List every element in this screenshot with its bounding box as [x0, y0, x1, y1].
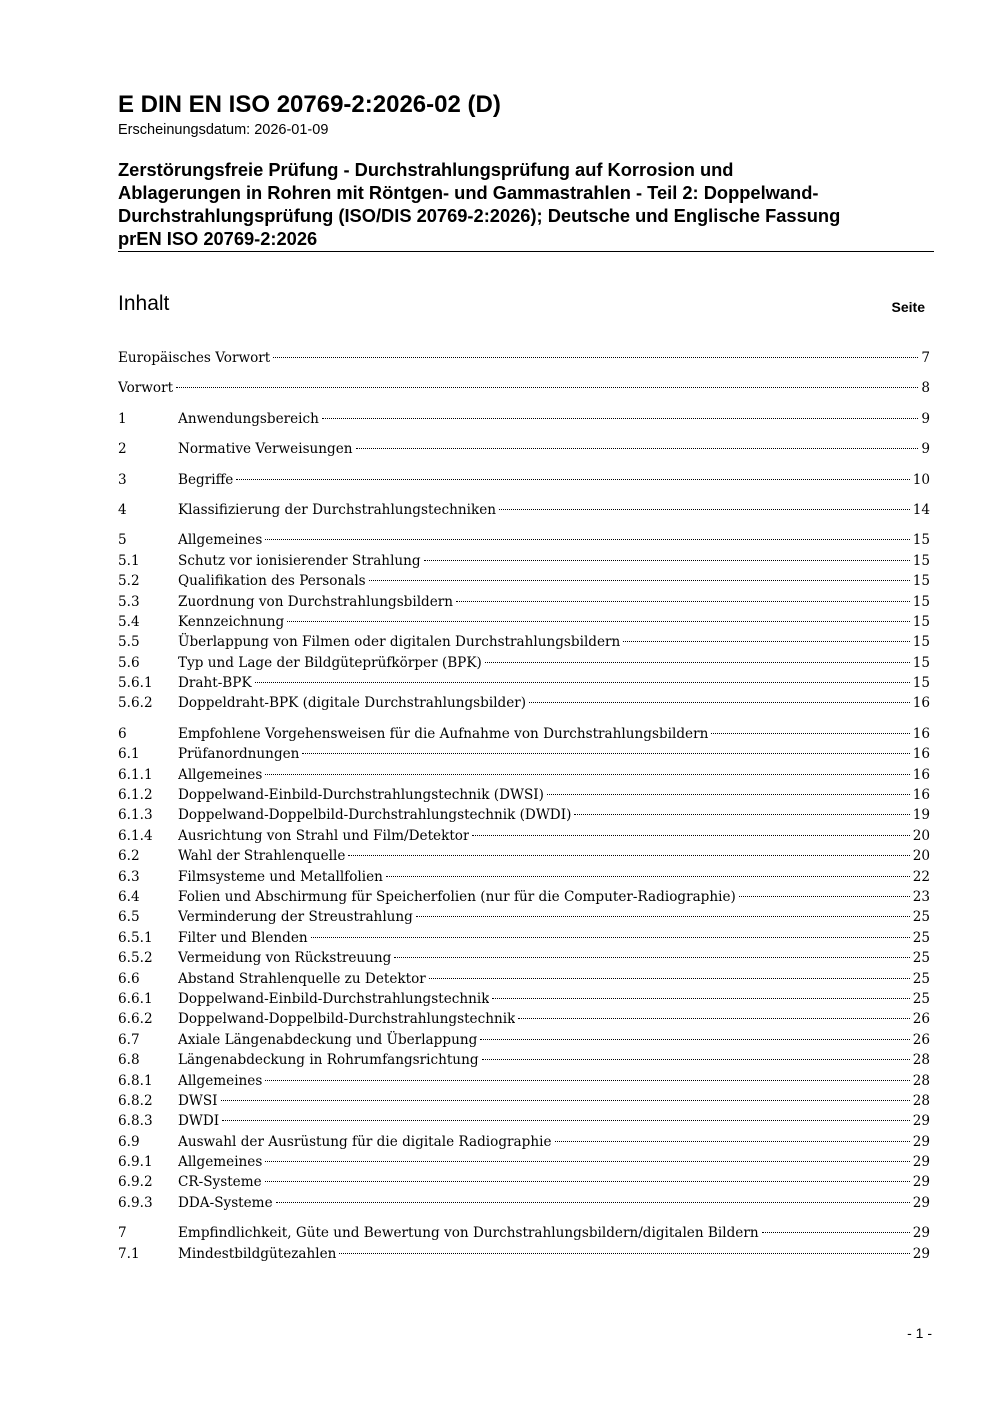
toc-entry-title: Verminderung der Streustrahlung	[178, 909, 413, 926]
toc-entry[interactable]	[118, 744, 930, 764]
toc-entry[interactable]	[118, 907, 930, 927]
toc-dot-leader	[456, 601, 910, 602]
toc-entry-title: DDA-Systeme	[178, 1194, 273, 1211]
toc-entry-number: 6.5	[118, 909, 140, 926]
toc-entry-page: 26	[912, 1031, 930, 1048]
toc-entry-title: Schutz vor ionisierender Strahlung	[178, 552, 421, 569]
toc-entry-title: Ausrichtung von Strahl und Film/Detektor	[178, 827, 470, 844]
toc-entry-page: 29	[912, 1113, 930, 1130]
toc-entry-number: 6.8.1	[118, 1072, 153, 1089]
toc-dot-leader	[339, 1253, 909, 1254]
toc-entry-page: 9	[921, 441, 930, 458]
toc-entry-number: 6.4	[118, 888, 140, 905]
toc-entry-title: Axiale Längenabdeckung und Überlappung	[178, 1031, 478, 1048]
toc-entry-number: 3	[118, 471, 127, 488]
toc-entry-page: 16	[912, 695, 930, 712]
toc-dot-leader	[711, 733, 909, 734]
toc-entry-number: 6.9.2	[118, 1174, 153, 1191]
toc-dot-leader	[302, 753, 909, 754]
toc-entry-page: 20	[912, 848, 930, 865]
toc-entry[interactable]	[118, 500, 930, 520]
toc-entry[interactable]	[118, 805, 930, 825]
toc-entry-page: 29	[912, 1133, 930, 1150]
toc-entry-page: 29	[912, 1225, 930, 1242]
toc-entry-number: 6.2	[118, 848, 140, 865]
toc-entry-page: 20	[912, 827, 930, 844]
toc-dot-leader	[480, 1039, 909, 1040]
toc-heading: Inhalt	[118, 292, 170, 315]
toc-entry-title: Abstand Strahlenquelle zu Detektor	[178, 970, 426, 987]
toc-dot-leader	[482, 1059, 910, 1060]
toc-entry-title: Doppeldraht-BPK (digitale Durchstrahlungsbilder)	[178, 695, 527, 712]
toc-entry[interactable]	[118, 1172, 930, 1192]
toc-entry[interactable]	[118, 632, 930, 652]
toc-entry-number: 6.6	[118, 970, 140, 987]
toc-entry-number: 6.8.2	[118, 1092, 153, 1109]
toc-entry-title: DWSI	[178, 1092, 218, 1109]
toc-entry-page: 29	[912, 1194, 930, 1211]
toc-entry-title: Allgemeines	[178, 1072, 263, 1089]
toc-entry-title: Vorwort	[118, 380, 174, 397]
toc-entry-number: 6.9.1	[118, 1154, 153, 1171]
toc-dot-leader	[265, 1181, 910, 1182]
toc-entry[interactable]	[118, 1050, 930, 1070]
toc-dot-leader	[492, 998, 909, 999]
toc-entry-page: 29	[912, 1154, 930, 1171]
toc-dot-leader	[547, 794, 910, 795]
toc-dot-leader	[221, 1100, 910, 1101]
toc-entry-page: 10	[912, 471, 930, 488]
toc-dot-leader	[529, 702, 910, 703]
toc-entry-number: 6.6.2	[118, 1011, 153, 1028]
toc-dot-leader	[348, 855, 909, 856]
toc-entry-title: Allgemeines	[178, 532, 263, 549]
toc-entry[interactable]	[118, 1193, 930, 1213]
toc-dot-leader	[416, 916, 910, 917]
toc-entry[interactable]	[118, 1009, 930, 1029]
toc-entry-number: 6.1.1	[118, 766, 153, 783]
table-of-contents	[118, 348, 930, 1264]
toc-entry-page: 14	[912, 501, 930, 518]
toc-dot-leader	[429, 978, 910, 979]
toc-dot-leader	[485, 662, 910, 663]
toc-entry-number: 5.6.1	[118, 675, 153, 692]
toc-entry-number: 6.5.1	[118, 929, 153, 946]
toc-dot-leader	[265, 774, 909, 775]
toc-entry-page: 28	[912, 1092, 930, 1109]
toc-entry-number: 5.6.2	[118, 695, 153, 712]
toc-entry-title: Längenabdeckung in Rohrumfangsrichtung	[178, 1052, 479, 1069]
toc-entry-page: 8	[921, 380, 930, 397]
toc-entry-number: 6	[118, 725, 127, 742]
toc-entry[interactable]	[118, 551, 930, 571]
toc-entry-number: 2	[118, 441, 127, 458]
page-number: - 1 -	[907, 1325, 932, 1341]
toc-dot-leader	[236, 479, 909, 480]
toc-page-column-label: Seite	[891, 299, 925, 315]
toc-entry-number: 5.4	[118, 613, 140, 630]
toc-dot-leader	[762, 1232, 910, 1233]
toc-dot-leader	[369, 580, 910, 581]
toc-entry-page: 15	[912, 654, 930, 671]
toc-entry[interactable]	[118, 826, 930, 846]
toc-entry-page: 16	[912, 746, 930, 763]
toc-entry-title: Begriffe	[178, 471, 234, 488]
toc-dot-leader	[518, 1018, 909, 1019]
toc-entry-number: 6.9	[118, 1133, 140, 1150]
toc-entry[interactable]	[118, 928, 930, 948]
toc-entry-page: 26	[912, 1011, 930, 1028]
toc-entry-title: Qualifikation des Personals	[178, 573, 366, 590]
toc-dot-leader	[574, 814, 909, 815]
toc-entry-page: 16	[912, 725, 930, 742]
toc-entry[interactable]	[118, 1223, 930, 1243]
toc-dot-leader	[311, 937, 910, 938]
toc-entry-page: 25	[912, 950, 930, 967]
document-title-line: Durchstrahlungsprüfung (ISO/DIS 20769-2:2026); Deutsche und Englische Fassung	[118, 205, 841, 226]
toc-entry-title: Folien und Abschirmung für Speicherfolien (nur für die Computer-Radiographie)	[178, 888, 736, 905]
toc-entry[interactable]	[118, 785, 930, 805]
toc-entry[interactable]	[118, 948, 930, 968]
toc-entry-number: 1	[118, 410, 127, 427]
toc-entry[interactable]	[118, 612, 930, 632]
toc-entry-page: 19	[912, 807, 930, 824]
toc-entry-title: Typ und Lage der Bildgüteprüfkörper (BPK)	[178, 654, 482, 671]
toc-entry-page: 15	[912, 552, 930, 569]
toc-entry-number: 5.3	[118, 593, 140, 610]
toc-entry-page: 15	[912, 675, 930, 692]
toc-entry-page: 16	[912, 787, 930, 804]
toc-dot-leader	[276, 1202, 910, 1203]
toc-entry-title: Draht-BPK	[178, 675, 252, 692]
toc-entry[interactable]	[118, 592, 930, 612]
toc-entry-page: 9	[921, 410, 930, 427]
toc-entry[interactable]	[118, 1030, 930, 1050]
toc-entry-title: Allgemeines	[178, 1154, 263, 1171]
toc-entry[interactable]	[118, 693, 930, 713]
toc-entry-number: 6.1.3	[118, 807, 153, 824]
toc-entry-page: 29	[912, 1245, 930, 1262]
toc-entry-number: 6.9.3	[118, 1194, 153, 1211]
toc-dot-leader	[176, 387, 918, 388]
toc-entry-number: 5.1	[118, 552, 140, 569]
toc-entry-title: Mindestbildgütezahlen	[178, 1245, 337, 1262]
toc-dot-leader	[394, 957, 909, 958]
toc-dot-leader	[623, 641, 909, 642]
toc-entry[interactable]	[118, 439, 930, 459]
toc-dot-leader	[287, 621, 909, 622]
toc-entry-number: 4	[118, 501, 127, 518]
toc-entry[interactable]	[118, 846, 930, 866]
toc-dot-leader	[386, 876, 910, 877]
toc-entry-page: 15	[912, 573, 930, 590]
toc-entry-title: Prüfanordnungen	[178, 746, 300, 763]
toc-entry-title: Filter und Blenden	[178, 929, 308, 946]
toc-dot-leader	[222, 1120, 910, 1121]
toc-entry-number: 6.1.2	[118, 787, 153, 804]
toc-entry-number: 6.6.1	[118, 990, 153, 1007]
toc-dot-leader	[739, 896, 910, 897]
toc-entry-title: Zuordnung von Durchstrahlungsbildern	[178, 593, 454, 610]
toc-entry-page: 25	[912, 909, 930, 926]
toc-dot-leader	[255, 682, 910, 683]
toc-entry-page: 15	[912, 613, 930, 630]
document-id: E DIN EN ISO 20769-2:2026-02 (D)	[118, 91, 501, 118]
toc-entry-number: 6.1.4	[118, 827, 153, 844]
toc-entry-title: Normative Verweisungen	[178, 441, 353, 458]
document-title	[118, 158, 933, 250]
toc-entry[interactable]	[118, 1091, 930, 1111]
toc-entry-number: 6.8.3	[118, 1113, 153, 1130]
toc-dot-leader	[265, 539, 909, 540]
publication-date: Erscheinungsdatum: 2026-01-09	[118, 122, 329, 138]
toc-entry-title: Doppelwand-Einbild-Durchstrahlungstechnik	[178, 990, 490, 1007]
document-title-line: prEN ISO 20769-2:2026	[118, 228, 318, 249]
toc-dot-leader	[499, 509, 910, 510]
toc-entry-page: 25	[912, 929, 930, 946]
toc-entry[interactable]	[118, 378, 930, 398]
toc-entry-number: 5.2	[118, 573, 140, 590]
toc-entry[interactable]	[118, 1111, 930, 1131]
toc-entry-page: 16	[912, 766, 930, 783]
toc-entry[interactable]	[118, 724, 930, 744]
toc-entry-title: Vermeidung von Rückstreuung	[178, 950, 392, 967]
toc-entry[interactable]	[118, 530, 930, 550]
toc-entry-page: 23	[912, 888, 930, 905]
toc-entry-number: 6.3	[118, 868, 140, 885]
toc-entry[interactable]	[118, 1132, 930, 1152]
toc-dot-leader	[424, 560, 910, 561]
toc-entry-number: 6.7	[118, 1031, 140, 1048]
toc-entry-title: Allgemeines	[178, 766, 263, 783]
toc-entry-page: 15	[912, 634, 930, 651]
toc-entry-page: 7	[921, 350, 930, 366]
toc-entry-number: 5.6	[118, 654, 140, 671]
toc-dot-leader	[265, 1161, 909, 1162]
toc-entry[interactable]	[118, 470, 930, 490]
toc-dot-leader	[555, 1141, 910, 1142]
toc-entry[interactable]	[118, 571, 930, 591]
toc-entry[interactable]	[118, 989, 930, 1009]
toc-entry-page: 28	[912, 1052, 930, 1069]
toc-entry-number: 7.1	[118, 1245, 140, 1262]
document-title-line: Ablagerungen in Rohren mit Röntgen- und Gammastrahlen - Teil 2: Doppelwand-	[118, 182, 819, 203]
toc-entry[interactable]	[118, 887, 930, 907]
toc-entry-title: Anwendungsbereich	[178, 410, 319, 427]
toc-dot-leader	[472, 835, 909, 836]
toc-entry-page: 29	[912, 1174, 930, 1191]
toc-entry-title: Auswahl der Ausrüstung für die digitale Radiographie	[178, 1133, 552, 1150]
toc-dot-leader	[265, 1080, 909, 1081]
toc-entry-page: 25	[912, 990, 930, 1007]
toc-entry[interactable]	[118, 765, 930, 785]
toc-entry-title: DWDI	[178, 1113, 220, 1130]
toc-entry-title: Doppelwand-Doppelbild-Durchstrahlungstechnik	[178, 1011, 516, 1028]
toc-entry-title: Überlappung von Filmen oder digitalen Durchstrahlungsbildern	[178, 634, 621, 651]
toc-entry-title: Doppelwand-Einbild-Durchstrahlungstechnik (DWSI)	[178, 787, 544, 804]
toc-entry-title: Wahl der Strahlenquelle	[178, 848, 346, 865]
toc-entry-title: Europäisches Vorwort	[118, 350, 271, 366]
toc-entry[interactable]	[118, 348, 930, 368]
toc-entry-page: 25	[912, 970, 930, 987]
toc-entry[interactable]	[118, 1244, 930, 1264]
toc-entry[interactable]	[118, 653, 930, 673]
toc-entry-number: 6.5.2	[118, 950, 153, 967]
toc-entry[interactable]	[118, 1152, 930, 1172]
toc-entry-title: Empfohlene Vorgehensweisen für die Aufnahme von Durchstrahlungsbildern	[178, 725, 709, 742]
toc-entry-page: 22	[912, 868, 930, 885]
document-title-line: Zerstörungsfreie Prüfung - Durchstrahlungsprüfung auf Korrosion und	[118, 159, 734, 180]
toc-entry-number: 7	[118, 1225, 127, 1242]
toc-entry-number: 6.1	[118, 746, 140, 763]
toc-entry-number: 6.8	[118, 1052, 140, 1069]
title-divider	[118, 251, 934, 252]
toc-entry-page: 28	[912, 1072, 930, 1089]
toc-entry-title: Empfindlichkeit, Güte und Bewertung von Durchstrahlungsbildern/digitalen Bildern	[178, 1225, 759, 1242]
toc-entry[interactable]	[118, 1071, 930, 1091]
toc-entry-number: 5	[118, 532, 127, 549]
toc-entry-title: Doppelwand-Doppelbild-Durchstrahlungstechnik (DWDI)	[178, 807, 572, 824]
toc-entry[interactable]	[118, 867, 930, 887]
toc-entry-title: CR-Systeme	[178, 1174, 262, 1191]
toc-dot-leader	[356, 448, 919, 449]
toc-entry[interactable]	[118, 673, 930, 693]
toc-entry-page: 15	[912, 532, 930, 549]
toc-entry[interactable]	[118, 969, 930, 989]
toc-entry-number: 5.5	[118, 634, 140, 651]
toc-entry-title: Filmsysteme und Metallfolien	[178, 868, 383, 885]
toc-dot-leader	[322, 418, 918, 419]
toc-entry-page: 15	[912, 593, 930, 610]
toc-entry-title: Kennzeichnung	[178, 613, 285, 630]
toc-entry[interactable]	[118, 409, 930, 429]
toc-dot-leader	[273, 357, 918, 358]
toc-entry-title: Klassifizierung der Durchstrahlungstechniken	[178, 501, 496, 518]
